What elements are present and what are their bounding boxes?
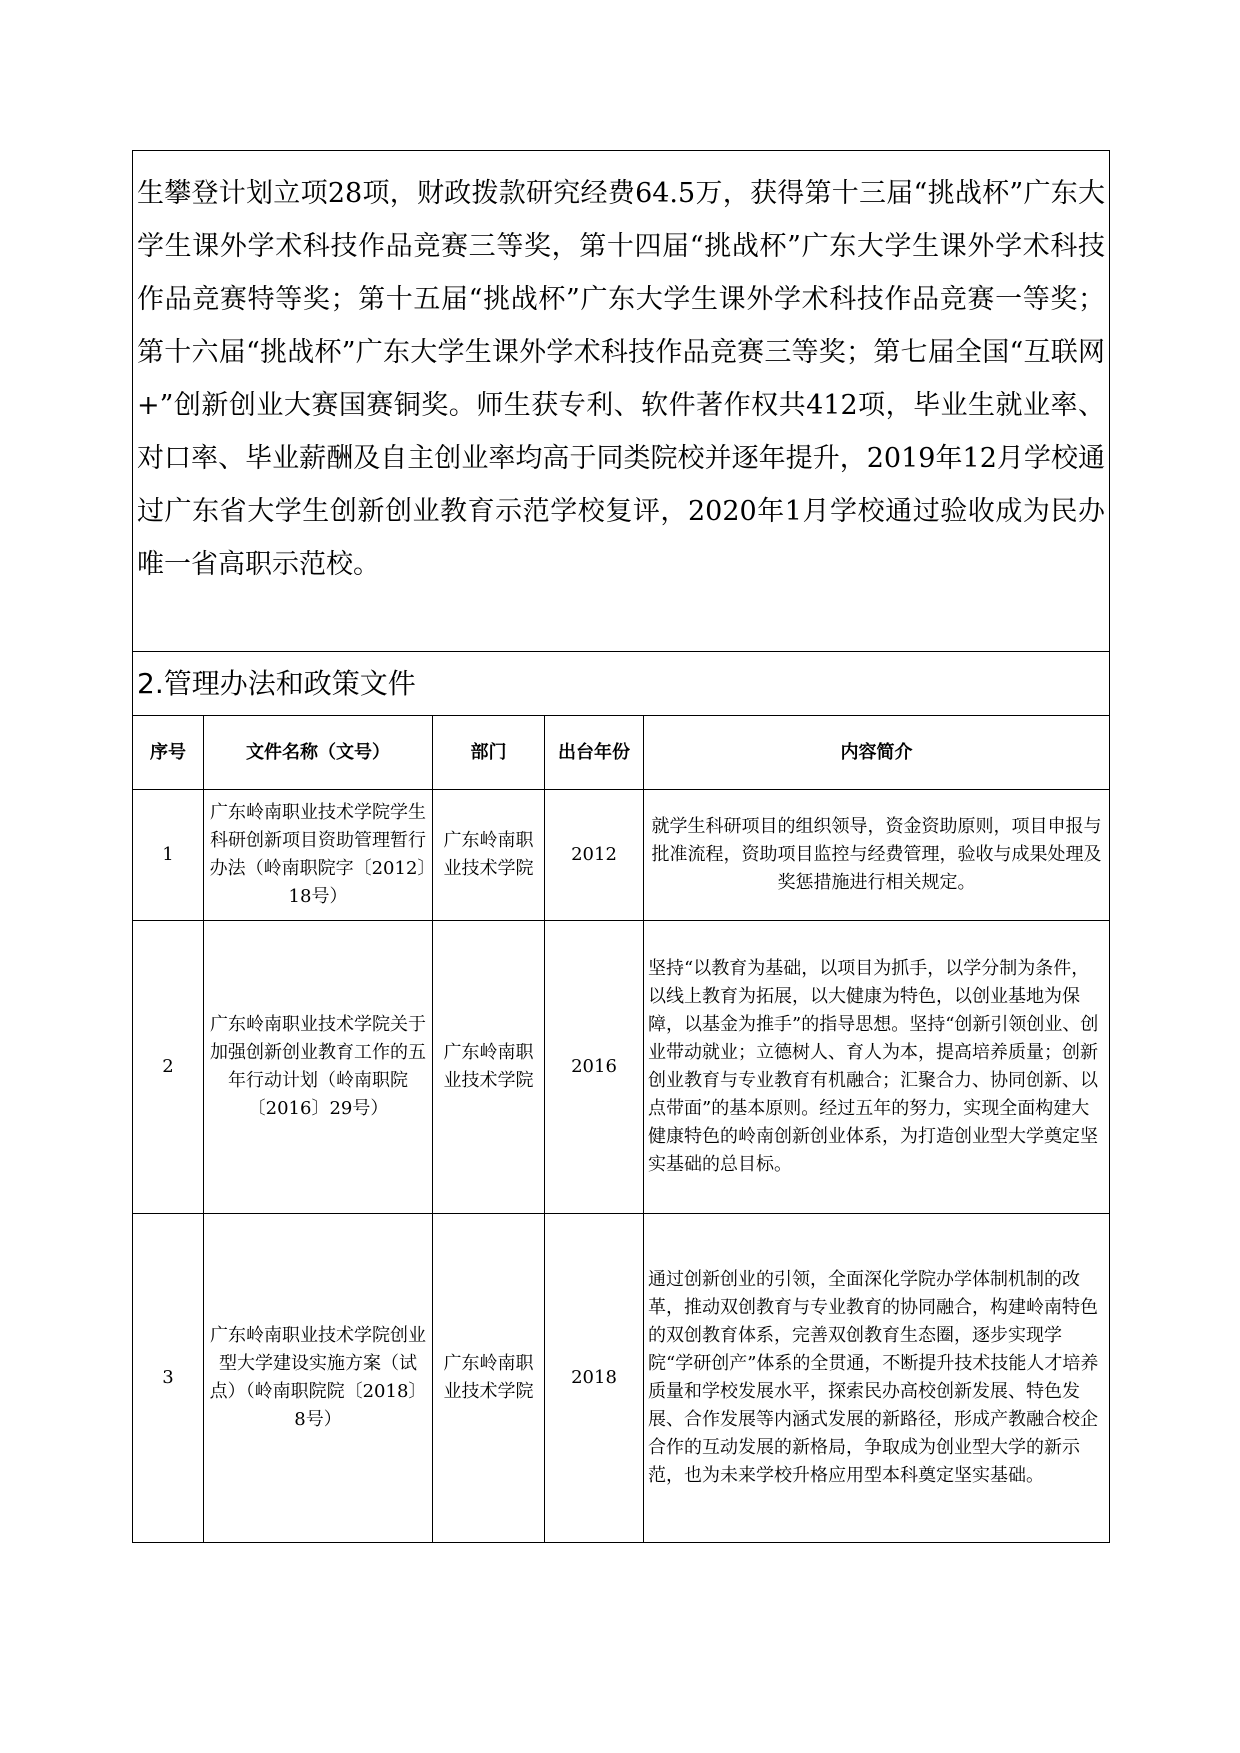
cell-no: 1 (133, 790, 204, 921)
header-dept: 部门 (433, 716, 545, 790)
header-no: 序号 (133, 716, 204, 790)
document-frame (132, 150, 1110, 1543)
cell-name: 广东岭南职业技术学院创业型大学建设实施方案（试点）（岭南职院院〔2018〕8号） (204, 1214, 433, 1543)
policy-table (133, 716, 1109, 1542)
table-row (133, 790, 1109, 921)
cell-name: 广东岭南职业技术学院学生科研创新项目资助管理暂行办法（岭南职院字〔2012〕18号） (204, 790, 433, 921)
cell-no: 3 (133, 1214, 204, 1543)
header-name: 文件名称（文号） (204, 716, 433, 790)
cell-dept: 广东岭南职业技术学院 (433, 1214, 545, 1543)
intro-paragraph: 生攀登计划立项28项，财政拨款研究经费64.5万，获得第十三届“挑战杯”广东大学生课外学术科技作品竞赛三等奖，第十四届“挑战杯”广东大学生课外学术科技作品竞赛特等奖；第十五届“挑战杯”广东大学生课外学术科技作品竞赛一等奖；第十六届“挑战杯”广东大学生课外学术科技作品竞赛三等奖；第七届全国“互联网+”创新创业大赛国赛铜奖。师生获专利、软件著作权共412项，毕业生就业率、对口率、毕业薪酬及自主创业率均高于同类院校并逐年提升，2019年12月学校通过广东省大学生创新创业教育示范学校复评，2020年1月学校通过验收成为民办唯一省高职示范校。 (133, 151, 1109, 652)
cell-desc: 通过创新创业的引领，全面深化学院办学体制机制的改革，推动双创教育与专业教育的协同融合，构建岭南特色的双创教育体系，完善双创教育生态圈，逐步实现学院“学研创产”体系的全贯通，不断提升技术技能人才培养质量和学校发展水平，探索民办高校创新发展、特色发展、合作发展等内涵式发展的新路径，形成产教融合校企合作的互动发展的新格局，争取成为创业型大学的新示范，也为未来学校升格应用型本科奠定坚实基础。 (644, 1214, 1110, 1543)
cell-dept: 广东岭南职业技术学院 (433, 921, 545, 1214)
cell-no: 2 (133, 921, 204, 1214)
table-row (133, 921, 1109, 1214)
cell-year: 2018 (545, 1214, 644, 1543)
cell-desc: 就学生科研项目的组织领导，资金资助原则，项目申报与批准流程，资助项目监控与经费管理，验收与成果处理及奖惩措施进行相关规定。 (644, 790, 1110, 921)
cell-desc: 坚持“以教育为基础，以项目为抓手，以学分制为条件，以线上教育为拓展，以大健康为特色，以创业基地为保障，以基金为推手”的指导思想。坚持“创新引领创业、创业带动就业；立德树人、育人为本，提高培养质量；创新创业教育与专业教育有机融合；汇聚合力、协同创新、以点带面”的基本原则。经过五年的努力，实现全面构建大健康特色的岭南创新创业体系，为打造创业型大学奠定坚实基础的总目标。 (644, 921, 1110, 1214)
table-header-row (133, 716, 1109, 790)
cell-name: 广东岭南职业技术学院关于加强创新创业教育工作的五年行动计划（岭南职院〔2016〕29号） (204, 921, 433, 1214)
header-desc: 内容简介 (644, 716, 1110, 790)
section-title: 2.管理办法和政策文件 (133, 652, 1109, 716)
cell-year: 2012 (545, 790, 644, 921)
header-year: 出台年份 (545, 716, 644, 790)
cell-dept: 广东岭南职业技术学院 (433, 790, 545, 921)
table-row (133, 1214, 1109, 1543)
cell-year: 2016 (545, 921, 644, 1214)
